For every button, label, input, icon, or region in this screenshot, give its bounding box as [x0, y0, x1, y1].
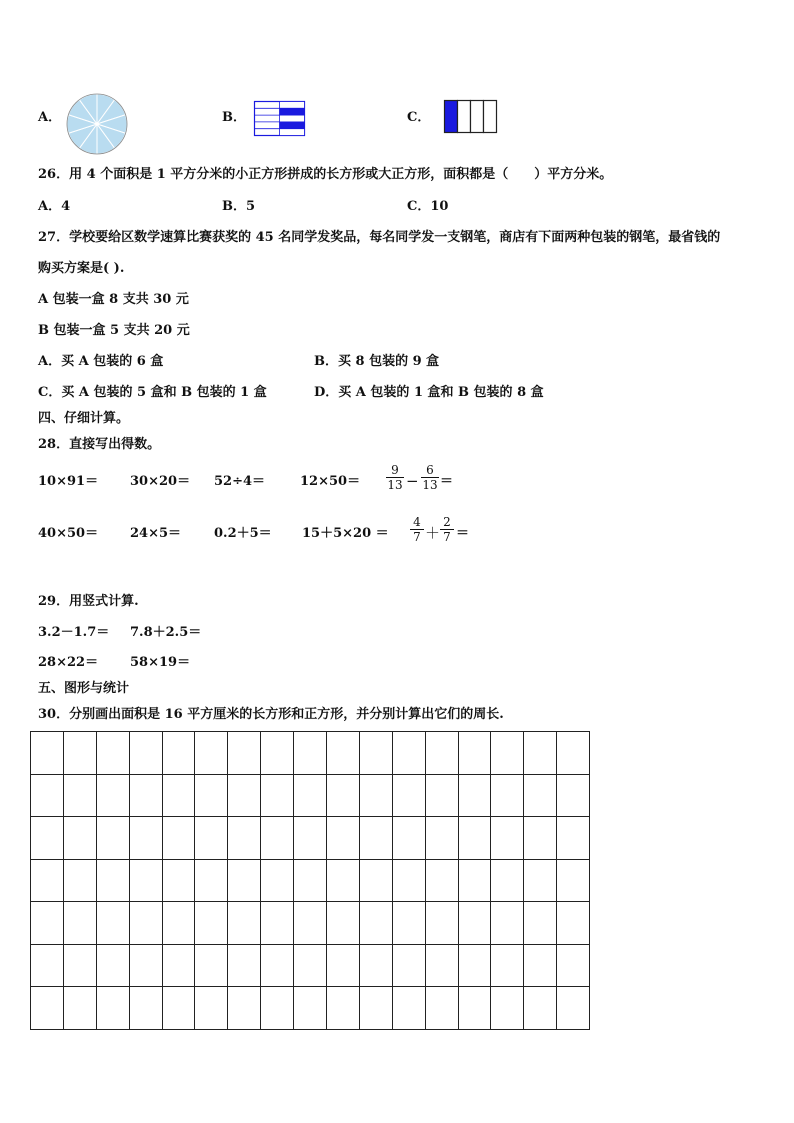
- option-b-label: B．: [222, 110, 246, 125]
- grid-cell: [294, 859, 327, 902]
- grid-cell: [96, 944, 129, 987]
- grid-cell: [524, 774, 557, 817]
- calc-item: 24×5＝: [130, 526, 182, 541]
- grid-cell: [63, 902, 96, 945]
- question-29-title: 29．用竖式计算.: [38, 594, 139, 609]
- grid-cell: [96, 859, 129, 902]
- grid-cell: [392, 987, 425, 1030]
- striped-rectangle-figure: [254, 101, 306, 137]
- rect-cell: [280, 122, 305, 129]
- grid-cell: [129, 987, 162, 1030]
- grid-cell: [392, 902, 425, 945]
- calc-item: 30×20＝: [130, 474, 191, 489]
- grid-cell: [63, 774, 96, 817]
- grid-row: [31, 944, 590, 987]
- grid-cell: [31, 859, 64, 902]
- grid-cell: [458, 774, 491, 817]
- grid-cell: [31, 732, 64, 775]
- grid-cell: [31, 944, 64, 987]
- grid-cell: [392, 732, 425, 775]
- grid-cell: [31, 774, 64, 817]
- grid-cell: [162, 732, 195, 775]
- fraction-2-7: 2 7: [440, 515, 454, 544]
- grid-cell: [129, 859, 162, 902]
- calc-item: 7.8＋2.5＝: [130, 625, 202, 640]
- rect-column: [445, 101, 458, 133]
- grid-cell: [458, 817, 491, 860]
- grid-cell: [195, 859, 228, 902]
- grid-cell: [359, 817, 392, 860]
- grid-cell: [392, 774, 425, 817]
- calc-item: 0.2＋5＝: [214, 526, 272, 541]
- grid-cell: [327, 944, 360, 987]
- grid-cell: [96, 732, 129, 775]
- grid-cell: [557, 987, 590, 1030]
- grid-cell: [129, 774, 162, 817]
- grid-row: [31, 732, 590, 775]
- section-5-heading: 五、图形与统计: [38, 681, 130, 696]
- grid-cell: [359, 859, 392, 902]
- rect-column: [484, 101, 497, 133]
- q27-option-d: D．买 A 包装的 1 盒和 B 包装的 8 盒: [314, 385, 544, 400]
- grid-cell: [294, 732, 327, 775]
- grid-cell: [392, 944, 425, 987]
- grid-cell: [491, 859, 524, 902]
- grid-cell: [228, 987, 261, 1030]
- q27-option-a: A．买 A 包装的 6 盒: [38, 354, 164, 369]
- grid-cell: [392, 817, 425, 860]
- minus-sign: −: [406, 472, 419, 490]
- grid-cell: [359, 944, 392, 987]
- grid-cell: [294, 902, 327, 945]
- question-27-line1: 27．学校要给区数学速算比赛获奖的 45 名同学发奖品，每名同学发一支钢笔，商店有下面两种包装的钢笔，最省钱的: [38, 230, 721, 245]
- equals-sign: ＝: [440, 474, 454, 489]
- grid-cell: [162, 817, 195, 860]
- grid-row: [31, 774, 590, 817]
- grid-cell: [425, 987, 458, 1030]
- grid-cell: [129, 944, 162, 987]
- q27-option-b: B．买 8 包装的 9 盒: [314, 354, 440, 369]
- grid-cell: [31, 902, 64, 945]
- grid-cell: [63, 987, 96, 1030]
- grid-cell: [96, 774, 129, 817]
- calc-item: 3.2－1.7＝: [38, 625, 110, 640]
- grid-cell: [195, 732, 228, 775]
- grid-cell: [31, 987, 64, 1030]
- grid-cell: [96, 987, 129, 1030]
- option-a-label: A．: [38, 110, 62, 125]
- grid-cell: [491, 774, 524, 817]
- grid-cell: [129, 732, 162, 775]
- grid-cell: [162, 987, 195, 1030]
- grid-cell: [359, 732, 392, 775]
- rect-cell: [280, 115, 305, 122]
- grid-cell: [458, 732, 491, 775]
- grid-cell: [294, 944, 327, 987]
- grid-cell: [261, 732, 294, 775]
- grid-cell: [557, 817, 590, 860]
- fraction-9-13: 9 13: [387, 463, 403, 492]
- grid-row: [31, 987, 590, 1030]
- grid-cell: [261, 944, 294, 987]
- grid-cell: [524, 987, 557, 1030]
- question-30-title: 30．分别画出面积是 16 平方厘米的长方形和正方形，并分别计算出它们的周长.: [38, 707, 504, 722]
- grid-cell: [425, 817, 458, 860]
- calc-item: 40×50＝: [38, 526, 99, 541]
- drawing-grid: [30, 731, 590, 1030]
- grid-cell: [162, 774, 195, 817]
- q26-option-a: A．4: [38, 199, 71, 214]
- grid-cell: [228, 859, 261, 902]
- grid-cell: [63, 732, 96, 775]
- plus-sign: ＋: [425, 524, 441, 542]
- grid-cell: [524, 859, 557, 902]
- question-26: 26．用 4 个面积是 1 平方分米的小正方形拼成的长方形或大正方形，面积都是（ ）平方分米。: [38, 167, 613, 182]
- rect-cell: [280, 102, 305, 109]
- grid-cell: [425, 774, 458, 817]
- grid-cell: [524, 944, 557, 987]
- grid-cell: [327, 987, 360, 1030]
- grid-cell: [327, 774, 360, 817]
- grid-cell: [195, 944, 228, 987]
- grid-cell: [195, 774, 228, 817]
- calc-item: 10×91＝: [38, 474, 99, 489]
- rect-cell: [280, 129, 305, 136]
- rect-column: [471, 101, 484, 133]
- grid-cell: [195, 987, 228, 1030]
- fraction-4-7: 4 7: [410, 515, 424, 544]
- grid-cell: [524, 902, 557, 945]
- q26-option-c: C．10: [407, 199, 449, 214]
- grid-cell: [129, 817, 162, 860]
- pack-b-info: B 包装一盒 5 支共 20 元: [38, 323, 190, 338]
- grid-cell: [491, 987, 524, 1030]
- grid-cell: [557, 902, 590, 945]
- grid-cell: [557, 774, 590, 817]
- grid-cell: [524, 732, 557, 775]
- question-27-line2: 购买方案是( ).: [38, 261, 125, 276]
- grid-cell: [261, 902, 294, 945]
- grid-cell: [327, 732, 360, 775]
- fraction-6-13: 6 13: [422, 463, 438, 492]
- grid-cell: [491, 944, 524, 987]
- calc-item: 52÷4＝: [214, 474, 266, 489]
- calc-item: 12×50＝: [300, 474, 361, 489]
- grid-cell: [327, 817, 360, 860]
- grid-cell: [261, 774, 294, 817]
- grid-cell: [359, 902, 392, 945]
- grid-cell: [458, 987, 491, 1030]
- grid-cell: [359, 774, 392, 817]
- grid-cell: [228, 817, 261, 860]
- q26-option-b: B．5: [222, 199, 256, 214]
- grid-cell: [228, 944, 261, 987]
- grid-cell: [458, 859, 491, 902]
- grid-cell: [228, 732, 261, 775]
- grid-cell: [228, 774, 261, 817]
- grid-cell: [557, 944, 590, 987]
- grid-cell: [491, 817, 524, 860]
- grid-row: [31, 859, 590, 902]
- calc-item: 58×19＝: [130, 655, 191, 670]
- grid-cell: [96, 817, 129, 860]
- grid-cell: [425, 859, 458, 902]
- grid-cell: [425, 732, 458, 775]
- grid-cell: [162, 859, 195, 902]
- pack-a-info: A 包装一盒 8 支共 30 元: [38, 292, 189, 307]
- rect-column: [458, 101, 471, 133]
- pie-figure: [62, 92, 132, 156]
- option-c-label: C．: [407, 110, 431, 125]
- grid-cell: [458, 902, 491, 945]
- grid-cell: [63, 859, 96, 902]
- grid-cell: [129, 902, 162, 945]
- grid-cell: [294, 987, 327, 1030]
- calc-item: 15＋5×20 ＝: [302, 526, 389, 541]
- grid-cell: [294, 774, 327, 817]
- grid-cell: [491, 902, 524, 945]
- grid-cell: [327, 902, 360, 945]
- grid-cell: [63, 817, 96, 860]
- grid-cell: [261, 987, 294, 1030]
- equals-sign: ＝: [456, 526, 470, 541]
- grid-cell: [195, 817, 228, 860]
- calc-item: 28×22＝: [38, 655, 99, 670]
- grid-cell: [491, 732, 524, 775]
- grid-cell: [228, 902, 261, 945]
- grid-cell: [294, 817, 327, 860]
- grid-cell: [31, 817, 64, 860]
- grid-cell: [195, 902, 228, 945]
- grid-cell: [63, 944, 96, 987]
- grid-row: [31, 902, 590, 945]
- grid-cell: [524, 817, 557, 860]
- q27-option-c: C．买 A 包装的 5 盒和 B 包装的 1 盒: [38, 385, 267, 400]
- grid-cell: [162, 902, 195, 945]
- grid-cell: [359, 987, 392, 1030]
- grid-cell: [425, 944, 458, 987]
- section-4-heading: 四、仔细计算。: [38, 411, 130, 426]
- grid-row: [31, 817, 590, 860]
- column-rectangle-figure: [444, 100, 500, 134]
- grid-cell: [557, 859, 590, 902]
- grid-cell: [557, 732, 590, 775]
- grid-cell: [458, 944, 491, 987]
- grid-cell: [261, 859, 294, 902]
- grid-cell: [425, 902, 458, 945]
- grid-cell: [261, 817, 294, 860]
- rect-cell: [280, 108, 305, 115]
- grid-cell: [327, 859, 360, 902]
- grid-cell: [392, 859, 425, 902]
- question-28-title: 28．直接写出得数。: [38, 437, 161, 452]
- grid-cell: [162, 944, 195, 987]
- grid-cell: [96, 902, 129, 945]
